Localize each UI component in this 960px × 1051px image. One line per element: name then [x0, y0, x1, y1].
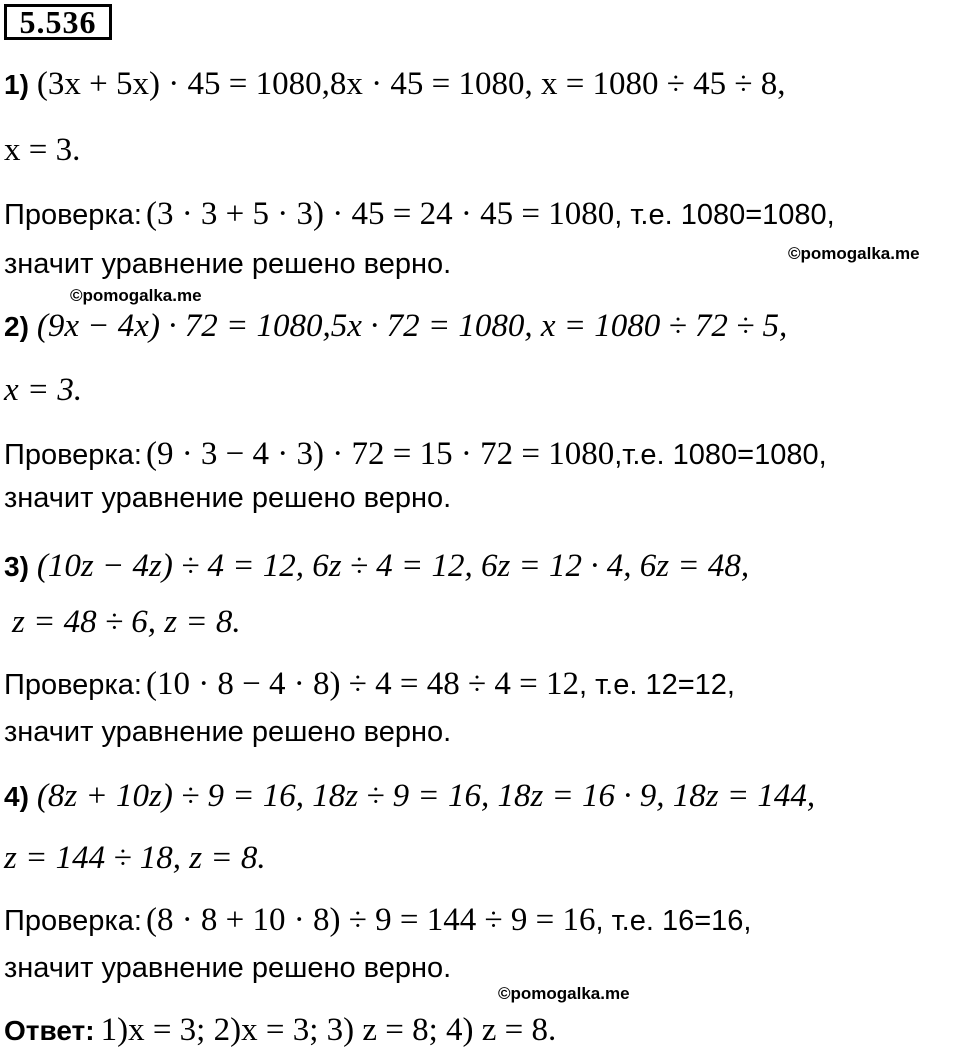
problem-1-check-tail: , т.е. 1080=1080, — [614, 199, 835, 231]
problem-1-conclusion — [4, 250, 451, 279]
problem-2-equation — [4, 310, 787, 343]
problem-1-equation — [4, 68, 786, 101]
problem-2-check-tail: ,т.е. 1080=1080, — [614, 439, 827, 471]
problem-2-line2: x = 3. — [4, 372, 83, 408]
conclusion-text: значит уравнение решено верно. — [4, 952, 452, 984]
problem-2-number: 2) — [4, 311, 29, 342]
problem-4-result — [4, 842, 266, 875]
problem-1-check — [4, 198, 835, 231]
problem-2-conclusion — [4, 484, 451, 513]
problem-2-check-math: (9 · 3 − 4 · 3) · 72 = 15 · 72 = 1080 — [145, 436, 615, 472]
problem-3-line1: (10z − 4z) ÷ 4 = 12, 6z ÷ 4 = 12, 6z = 12 · 4, 6z = 48, — [36, 548, 750, 584]
conclusion-text: значит уравнение решено верно. — [4, 248, 452, 280]
problem-4-check-math: (8 · 8 + 10 · 8) ÷ 9 = 144 ÷ 9 = 16 — [145, 902, 596, 938]
problem-1-result — [4, 134, 80, 167]
problem-3-check-tail: , т.е. 12=12, — [578, 669, 735, 701]
exercise-number: 5.536 — [4, 4, 112, 40]
problem-4-equation — [4, 780, 815, 813]
check-label: Проверка: — [4, 669, 142, 701]
problem-4-number: 4) — [4, 781, 29, 812]
problem-2-check — [4, 438, 827, 471]
problem-2-result — [4, 374, 82, 407]
problem-1-number: 1) — [4, 69, 29, 100]
watermark: ©pomogalka.me — [498, 984, 630, 1003]
answer-label: Ответ: — [4, 1015, 95, 1046]
problem-1-check-math: (3 · 3 + 5 · 3) · 45 = 24 · 45 = 1080 — [145, 196, 615, 232]
watermark: ©pomogalka.me — [788, 244, 920, 263]
problem-4-line2: z = 144 ÷ 18, z = 8. — [4, 840, 266, 876]
answer-text: 1)x = 3; 2)x = 3; 3) z = 8; 4) z = 8. — [100, 1012, 557, 1048]
watermark: ©pomogalka.me — [70, 286, 202, 305]
problem-4-check-tail: , т.е. 16=16, — [595, 905, 752, 937]
check-label: Проверка: — [4, 199, 142, 231]
problem-3-check-math: (10 · 8 − 4 · 8) ÷ 4 = 48 ÷ 4 = 12 — [145, 666, 579, 702]
conclusion-text: значит уравнение решено верно. — [4, 482, 452, 514]
problem-1-line2: x = 3. — [4, 132, 81, 168]
problem-4-conclusion — [4, 954, 451, 983]
problem-3-number: 3) — [4, 551, 29, 582]
problem-3-conclusion — [4, 718, 451, 747]
answer-line — [4, 1014, 556, 1047]
problem-3-line2: z = 48 ÷ 6, z = 8. — [12, 604, 241, 640]
problem-3-equation — [4, 550, 749, 583]
problem-2-line1: (9x − 4x) · 72 = 1080,5x · 72 = 1080, x = 1080 ÷ 72 ÷ 5, — [36, 308, 788, 344]
problem-4-line1: (8z + 10z) ÷ 9 = 16, 18z ÷ 9 = 16, 18z = 16 · 9, 18z = 144, — [36, 778, 816, 814]
conclusion-text: значит уравнение решено верно. — [4, 716, 452, 748]
check-label: Проверка: — [4, 439, 142, 471]
problem-1-line1: (3x + 5x) · 45 = 1080,8x · 45 = 1080, x = 1080 ÷ 45 ÷ 8, — [36, 66, 786, 102]
check-label: Проверка: — [4, 905, 142, 937]
problem-4-check — [4, 904, 751, 937]
problem-3-check — [4, 668, 735, 701]
problem-3-result — [12, 606, 241, 639]
